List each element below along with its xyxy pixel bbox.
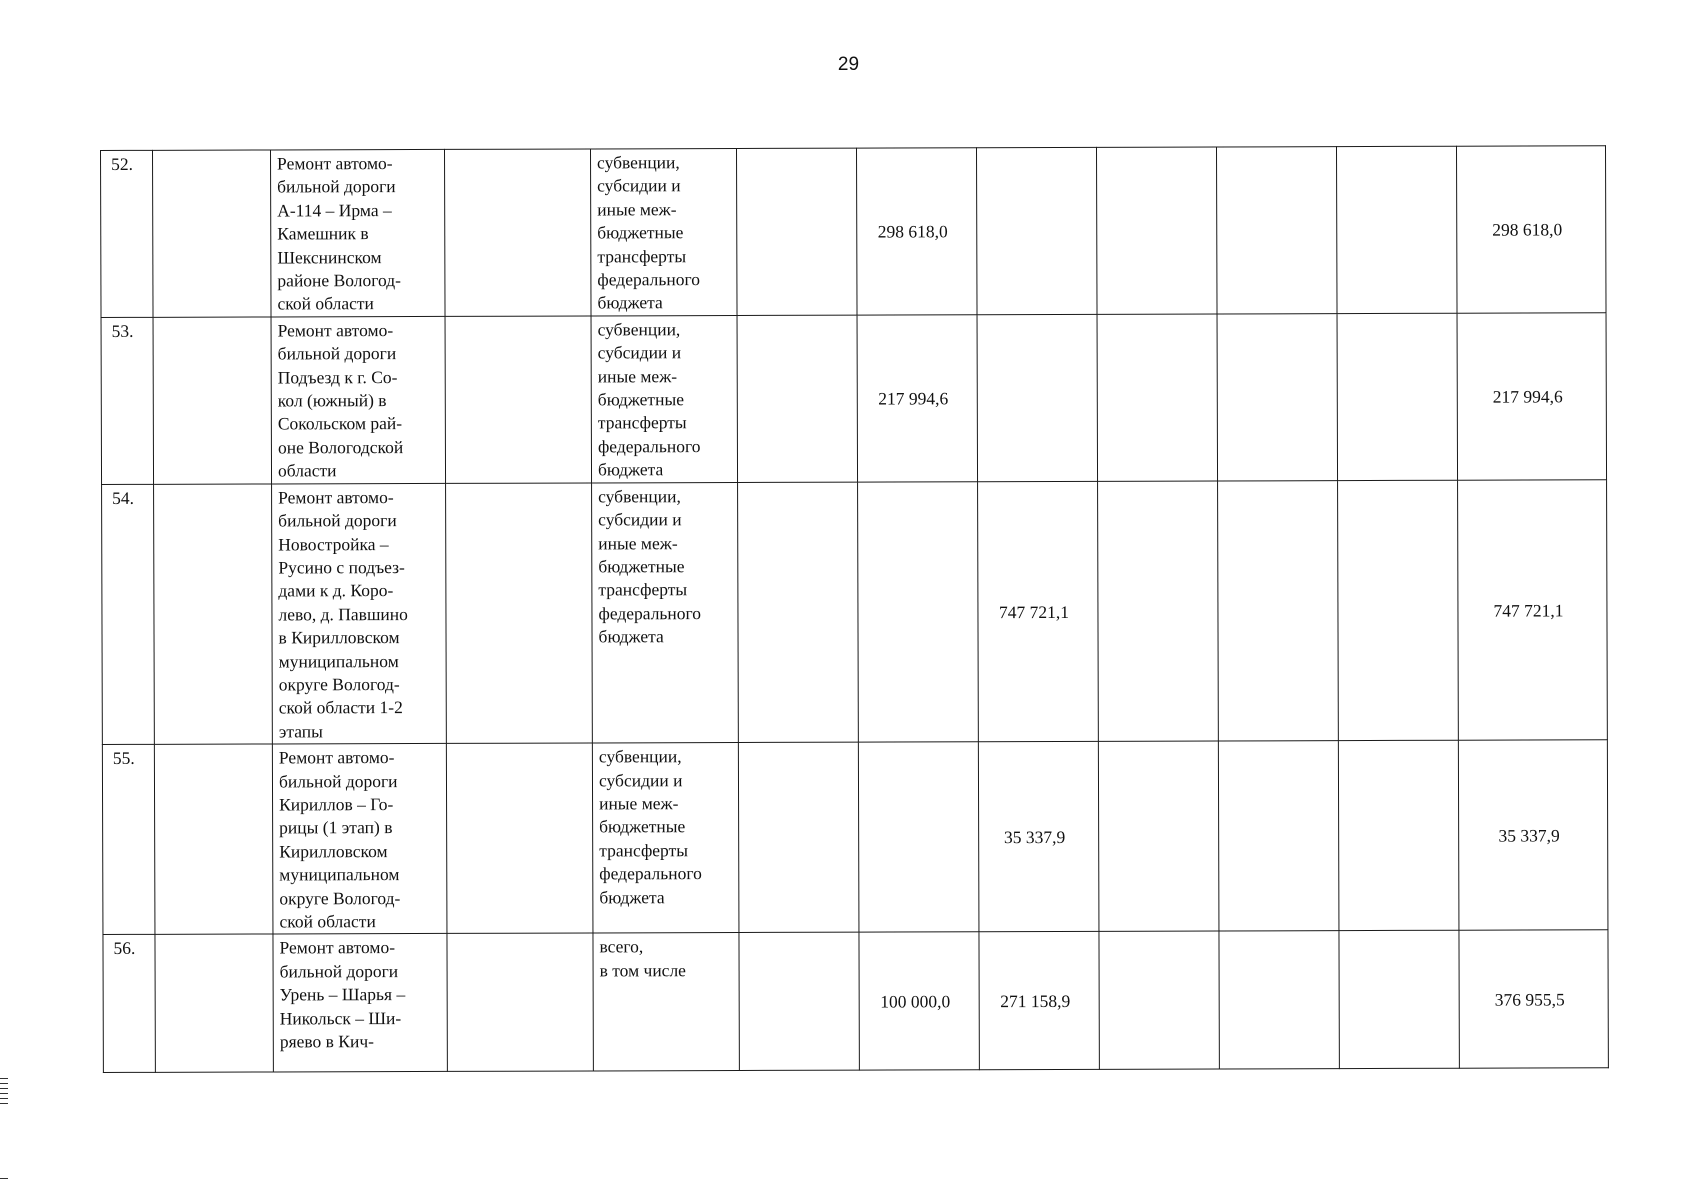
empty-cell bbox=[1098, 741, 1219, 932]
empty-cell bbox=[447, 933, 593, 1071]
row-number: 53. bbox=[101, 317, 154, 484]
row-number: 55. bbox=[102, 744, 155, 934]
margin-dash bbox=[0, 1178, 8, 1179]
funding-source: субвенции, субсидии и иные меж- бюджетные трансферты федерального бюджета bbox=[592, 482, 739, 743]
amount-year-2: 35 337,9 bbox=[978, 742, 1099, 933]
row-number: 54. bbox=[102, 484, 155, 745]
row-number: 52. bbox=[101, 150, 154, 317]
empty-cell bbox=[736, 148, 857, 315]
empty-cell bbox=[1096, 147, 1217, 314]
empty-cell bbox=[446, 483, 593, 744]
amount-year-2: 271 158,9 bbox=[979, 932, 1099, 1070]
funding-source: всего, в том числе bbox=[593, 933, 739, 1071]
amount-year-2 bbox=[976, 147, 1097, 314]
amount-year-1: 298 618,0 bbox=[856, 148, 977, 315]
empty-cell bbox=[1218, 480, 1339, 741]
empty-cell bbox=[1216, 147, 1337, 314]
amount-year-1 bbox=[858, 481, 979, 742]
empty-cell bbox=[739, 933, 859, 1071]
table-row bbox=[101, 313, 1607, 485]
empty-cell bbox=[1339, 931, 1459, 1069]
amount-year-1: 100 000,0 bbox=[859, 932, 979, 1070]
empty-cell bbox=[1099, 931, 1219, 1069]
object-name: Ремонт автомо- бильной дороги Урень – Шарья – Никольск – Ши- ряево в Кич- bbox=[273, 934, 447, 1073]
amount-total: 35 337,9 bbox=[1458, 740, 1608, 931]
empty-cell bbox=[1219, 931, 1339, 1069]
table-row bbox=[102, 740, 1608, 935]
amount-total: 747 721,1 bbox=[1458, 479, 1608, 740]
table-row bbox=[103, 930, 1608, 1073]
amount-total: 376 955,5 bbox=[1459, 930, 1608, 1068]
empty-cell bbox=[1336, 146, 1457, 313]
empty-cell bbox=[153, 317, 272, 484]
empty-cell bbox=[1097, 314, 1218, 481]
amount-year-1: 217 994,6 bbox=[857, 315, 978, 482]
empty-cell bbox=[446, 743, 593, 934]
funding-source: субвенции, субсидии и иные меж- бюджетные трансферты федерального бюджета bbox=[592, 743, 739, 934]
object-name: Ремонт автомо- бильной дороги Новостройка – Русино с подъез- дами к д. Коро- лево, д. Павшино в Кирилловском муниципальном округе Вологод- ской области 1-2 этапы bbox=[272, 483, 447, 744]
amount-year-1 bbox=[858, 742, 979, 933]
amount-total: 217 994,6 bbox=[1457, 313, 1607, 480]
object-name: Ремонт автомо- бильной дороги Подъезд к г. Со- кол (южный) в Сокольском рай- оне Вологодской области bbox=[271, 316, 446, 483]
empty-cell bbox=[1217, 313, 1338, 480]
amount-year-2 bbox=[977, 314, 1098, 481]
empty-cell bbox=[738, 742, 859, 933]
empty-cell bbox=[154, 744, 273, 935]
empty-cell bbox=[1337, 313, 1458, 480]
row-number: 56. bbox=[103, 935, 155, 1073]
empty-cell bbox=[1218, 741, 1339, 932]
empty-cell bbox=[444, 149, 591, 316]
amount-total: 298 618,0 bbox=[1456, 146, 1606, 313]
empty-cell bbox=[153, 150, 272, 317]
empty-cell bbox=[445, 316, 592, 483]
program-table bbox=[100, 145, 1609, 1073]
empty-cell bbox=[737, 315, 858, 482]
amount-year-2: 747 721,1 bbox=[978, 481, 1099, 742]
margin-tick-marks bbox=[0, 1078, 8, 1104]
empty-cell bbox=[155, 934, 273, 1072]
empty-cell bbox=[1338, 480, 1459, 741]
table-row bbox=[102, 479, 1608, 744]
empty-cell bbox=[738, 482, 859, 743]
funding-source: субвенции, субсидии и иные меж- бюджетные трансферты федерального бюджета bbox=[590, 149, 737, 316]
empty-cell bbox=[154, 484, 273, 745]
page-number: 29 bbox=[837, 54, 860, 75]
funding-source: субвенции, субсидии и иные меж- бюджетные трансферты федерального бюджета bbox=[591, 315, 738, 482]
empty-cell bbox=[1338, 740, 1459, 931]
empty-cell bbox=[1098, 481, 1219, 742]
object-name: Ремонт автомо- бильной дороги Кириллов – Го- рицы (1 этап) в Кирилловском муниципальном округе Вологод- ской области bbox=[272, 744, 447, 935]
table-row bbox=[101, 146, 1607, 318]
object-name: Ремонт автомо- бильной дороги А-114 – Ирма – Камешник в Шекснинском районе Вологод- ской области bbox=[271, 149, 446, 316]
